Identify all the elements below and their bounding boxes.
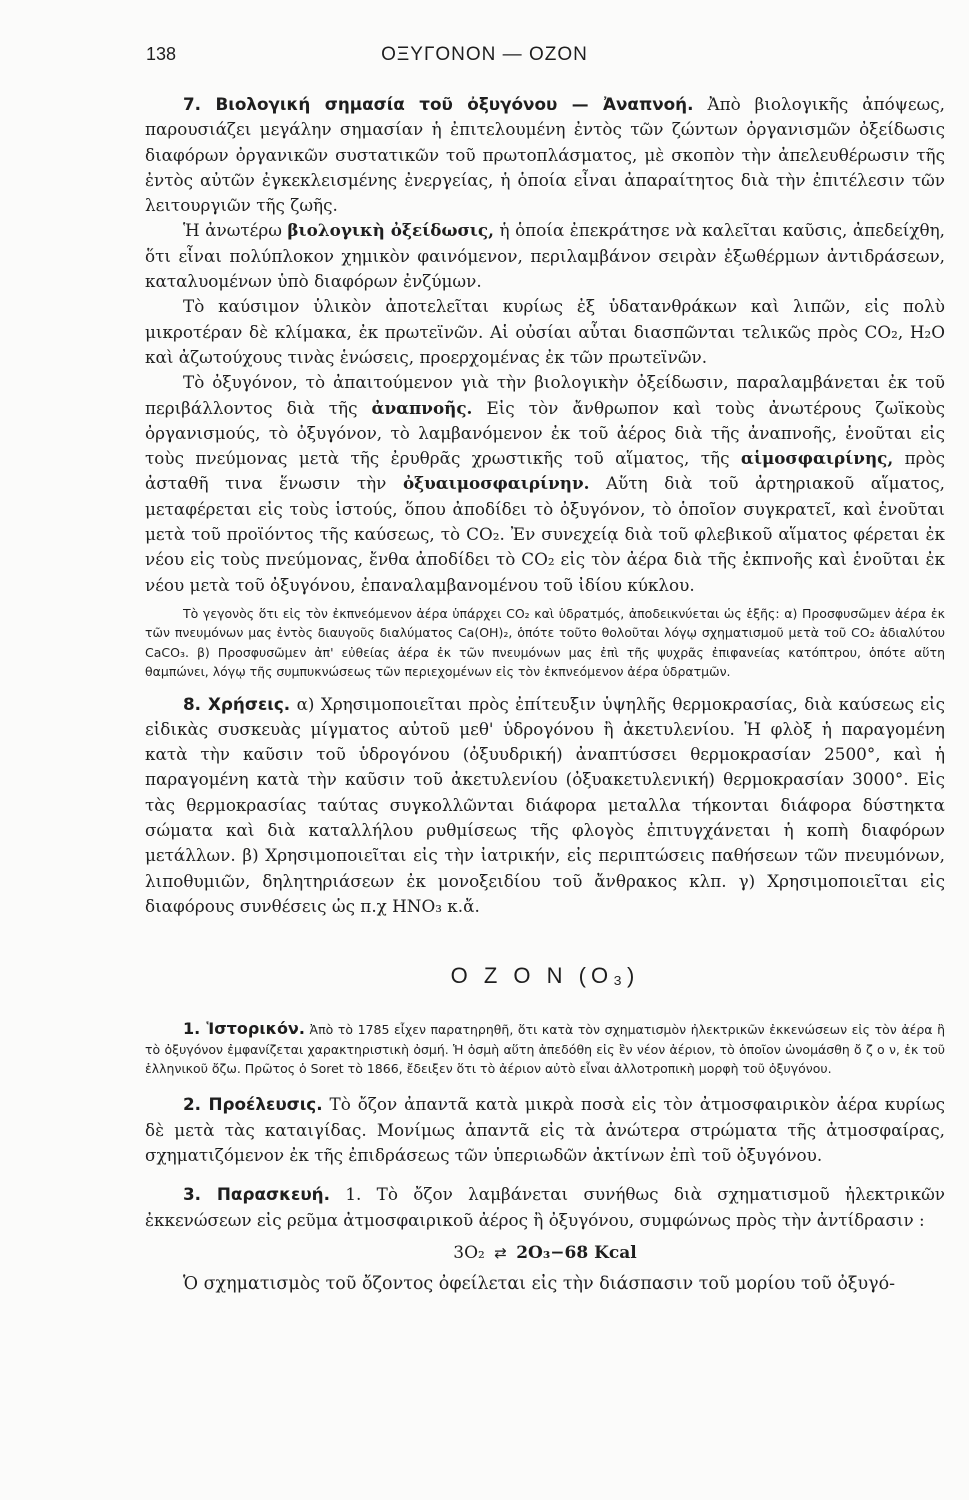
ozone-history-paragraph [145, 1019, 945, 1078]
spacer [145, 1168, 945, 1182]
text-run: Τὸ ὀξυγόνον, τὸ ἀπαιτούμενον γιὰ τὴν βιολογικὴν ὀξείδωσιν, παραλαμβάνεται ἐκ τοῦ περιβάλλοντος διὰ τῆς [145, 372, 945, 418]
section-7-small-print-note: Τὸ γεγονὸς ὅτι εἰς τὸν ἐκπνεόμενον ἀέρα ὑπάρχει CO₂ καὶ ὑδρατμός, ἀποδεικνύεται ὡς ἑξῆς: α) Προσφυσῶμεν ἀέρα ἐκ τῶν πνευμόνων μας ἐντὸς διαυγοῦς διαλύματος Ca(OH)₂, ὁπότε τοῦτο θολοῦται λόγῳ σχηματισμοῦ μετὰ τοῦ CO₂ ἀδιαλύτου CaCO₃. β) Προσφυσῶμεν ἀπ' εὐθείας ἀέρα ἐκ τῶν πνευμόνων μας ἐπὶ τῆς ψυχρᾶς ἐπιφανείας κατόπτρου, ὁπότε αὕτη θαμπώνει, λόγῳ τῆς συμπυκνώσεως τῶν περιεχομένων εἰς τὸν ἐκπνεόμενον ἀέρα ὑδρατμῶν. [145, 605, 945, 680]
section-7-text-1: Ἀπὸ βιολογικῆς ἀπόψεως, παρουσιάζει μεγάλην σημασίαν ἡ ἐπιτελουμένη ἐντὸς τῶν ζώντων ὀργανισμῶν ὀξείδωσις διαφόρων ὀργανικῶν συστατικῶν τοῦ πρωτοπλάσματος, μὲ σκοπὸν τὴν ἀπελευθέρωσιν τῆς ἐντὸς αὐτῶν ἐγκεκλεισμένης ἐνεργείας, ἡ ὁποία εἶναι ἀπαραίτητος διὰ τὴν ἐπιτέλεσιν τῶν λειτουργιῶν τῆς ζωῆς. [145, 94, 945, 216]
text-run: Αὕτη διὰ τοῦ ἀρτηριακοῦ αἵματος, μεταφέρεται εἰς τοὺς ἱστούς, ὅπου ἀποδίδει τὸ ὀξυγόνον, τὸ ὁποῖον συγκρατεῖ, καὶ ἑνοῦται μετὰ τοῦ προϊόντος τῆς καύσεως, τὸ CO₂. Ἐν συνεχείᾳ διὰ τοῦ φλεβικοῦ αἵματος φέρεται ἐκ νέου εἰς τοὺς πνεύμονας, ἔνθα ἀποδίδει τὸ CO₂ εἰς τὸν ἀέρα διὰ τῆς ἐκπνοῆς καὶ ἑνοῦται ἐκ νέου μετὰ τοῦ ὀξυγόνου, ἐπαναλαμβανομένου τοῦ ἰδίου κύκλου. [145, 473, 945, 595]
equation-products: 2O₃−68 Kcal [516, 1242, 637, 1263]
section-7-paragraph-1 [145, 92, 945, 218]
equation-reactants: 3O₂ [453, 1242, 485, 1263]
text-run: Ἡ ἀνωτέρω [183, 220, 288, 241]
page-number: 138 [146, 44, 177, 64]
hemoglobin-term: αἱμοσφαιρίνης, [740, 448, 894, 469]
reversible-arrow-icon: ⇄ [494, 1243, 507, 1262]
text-run: Εἰς τὸν ἄνθρωπον καὶ τοὺς ἀνωτέρους ζωϊκοὺς ὀργανισμούς, τὸ ὀξυγόνον, τὸ λαμβανόμενον ἐκ τοῦ ἀέρος διὰ τῆς ἀναπνοῆς, ἑνοῦται εἰς τοὺς πνεύμονας μετὰ τῆς ἐρυθρᾶς χρωστικῆς τοῦ αἵματος, τῆς [145, 397, 945, 469]
ozone-last-line: Ὁ σχηματισμὸς τοῦ ὄζοντος ὀφείλεται εἰς τὴν διάσπασιν τοῦ μορίου τοῦ ὀξυγό- [183, 1273, 896, 1294]
section-7-paragraph-4 [145, 370, 945, 598]
section-8-paragraph [145, 692, 945, 920]
page-body [145, 92, 945, 1297]
section-7-paragraph-3: Τὸ καύσιμον ὑλικὸν ἀποτελεῖται κυρίως ἐξ ὑδατανθράκων καὶ λιπῶν, εἰς πολὺ μικροτέραν δὲ κλίμακα, ἐκ πρωτεϊνῶν. Αἱ οὐσίαι αὗται διασπῶνται τελικῶς πρὸς CO₂, H₂O καὶ ἀζωτούχους τινὰς ἑνώσεις, προερχομένας ἐκ τῶν πρωτεϊνῶν. [145, 296, 945, 367]
ozone-preparation-paragraph [145, 1182, 945, 1233]
ozone-history-text: Ἀπὸ τὸ 1785 εἶχεν παρατηρηθῆ, ὅτι κατὰ τὸν σχηματισμὸν ἠλεκτρικῶν ἐκκενώσεων εἰς τὸν ἀέρα ἢ τὸ ὀξυγόνον ἐμφανίζεται χαρακτηριστικὴ ὀσμή. Ἡ ὀσμὴ αὕτη ἀπεδόθη εἰς ἓν νέον ἀέριον, τὸ ὁποῖον ὠνομάσθη ὄ ζ ο ν, ἐκ τοῦ ἑλληνικοῦ ὄζω. Πρῶτος ὁ Soret τὸ 1866, ἔδειξεν ὅτι τὸ ἀέριον αὐτὸ εἶναι ἀλλοτροπικὴ μορφὴ τοῦ ὀξυγόνου. [145, 1022, 946, 1077]
text-run: πρὸς ἀσταθῆ τινα ἕνωσιν τὴν [145, 448, 946, 494]
ozone-history-heading: 1. Ἱστορικόν. [183, 1019, 305, 1039]
ozone-preparation-text: 1. Τὸ ὄζον λαμβάνεται συνήθως διὰ σχηματισμοῦ ἠλεκτρικῶν ἐκκενώσεων εἰς ρεῦμα ἀτμοσφαιρικοῦ ἀέρος ἢ ὀξυγόνου, συμφώνως πρὸς τὴν ἀντίδρασιν : [145, 1184, 945, 1230]
ozone-origin-text: Τὸ ὄζον ἀπαντᾶ κατὰ μικρὰ ποσὰ εἰς τὸν ἀτμοσφαιρικὸν ἀέρα κυρίως δὲ μετὰ τὰς καταιγίδας. Μονίμως ἀπαντᾶ εἰς τὰ ἀνώτερα στρώματα τῆς ἀτμοσφαίρας, σχηματιζόμενον ἐκ τῆς ἐπιδράσεως τῶν ὑπεριωδῶν ἀκτίνων ἐπὶ τοῦ ὀξυγόνου. [145, 1094, 945, 1166]
oxyhemoglobin-term: ὀξυαιμοσφαιρίνην. [402, 473, 590, 494]
ozone-reaction-equation [145, 1243, 945, 1263]
respiration-term: ἀναπνοῆς. [371, 397, 473, 418]
section-8-heading: 8. Χρήσεις. [183, 693, 291, 714]
ozone-chapter-title: Ο Ζ Ο Ν (O₃) [450, 963, 640, 989]
section-7-heading: 7. Βιολογική σημασία τοῦ ὀξυγόνου — Ἀναπνοή. [183, 94, 694, 114]
running-head: ΟΞΥΓΟΝΟΝ — ΟΖΟΝ [381, 44, 588, 65]
spacer [145, 1078, 945, 1092]
ozone-preparation-heading: 3. Παρασκευή. [183, 1184, 330, 1205]
biological-oxidation-term: βιολογικὴ ὀξείδωσις, [287, 220, 494, 241]
section-8-text: α) Χρησιμοποιεῖται πρὸς ἐπίτευξιν ὑψηλῆς θερμοκρασίας, διὰ καύσεως εἰς εἰδικὰς συσκευὰς μίγματος αὐτοῦ μεθ' ὑδρογόνου ἢ ἀκετυλενίου. Ἡ φλὸξ ἡ παραγομένη κατὰ τὴν καῦσιν τοῦ ὑδρογόνου (ὀξυυδρική) ἀναπτύσσει θερμοκρασίαν 2500°, καὶ ἡ παραγομένη κατὰ τὴν καῦσιν τοῦ ἀκετυλενίου (ὀξυακετυλενική) θερμοκρασίαν 3000°. Εἰς τὰς θερμοκρασίας ταύτας συγκολλῶνται διάφορα μεταλλα τήκονται διάφορα δύστηκτα σώματα καὶ διὰ καταλλήλου ρυθμίσεως τῆς φλογὸς ἐπιτυγχάνεται ἡ κοπὴ διαφόρων μετάλλων. β) Χρησιμοποιεῖται εἰς τὴν ἰατρικήν, εἰς περιπτώσεις παθήσεων τῶν πνευμόνων, λιποθυμιῶν, δηλητηριάσεων ἐκ μονοξειδίου τοῦ ἄνθρακος κλπ. γ) Χρησιμοποιεῖται εἰς διαφόρους συνθέσεις ὡς π.χ HNO₃ κ.ἄ. [145, 693, 945, 916]
ozone-origin-paragraph [145, 1092, 945, 1168]
section-7-paragraph-2 [145, 218, 945, 294]
page-header [0, 44, 969, 74]
text-run: ἡ ὁποία ἐπεκράτησε νὰ καλεῖται καῦσις, ἀπεδείχθη, ὅτι εἶναι πολύπλοκον χημικὸν φαινόμενον, περιλαμβάνον σειρὰν ἐξωθέρμων ἀντιδράσεων, καταλυομένων ὑπὸ διαφόρων ἐνζύμων. [145, 220, 945, 292]
ozone-origin-heading: 2. Προέλευσις. [183, 1094, 323, 1115]
